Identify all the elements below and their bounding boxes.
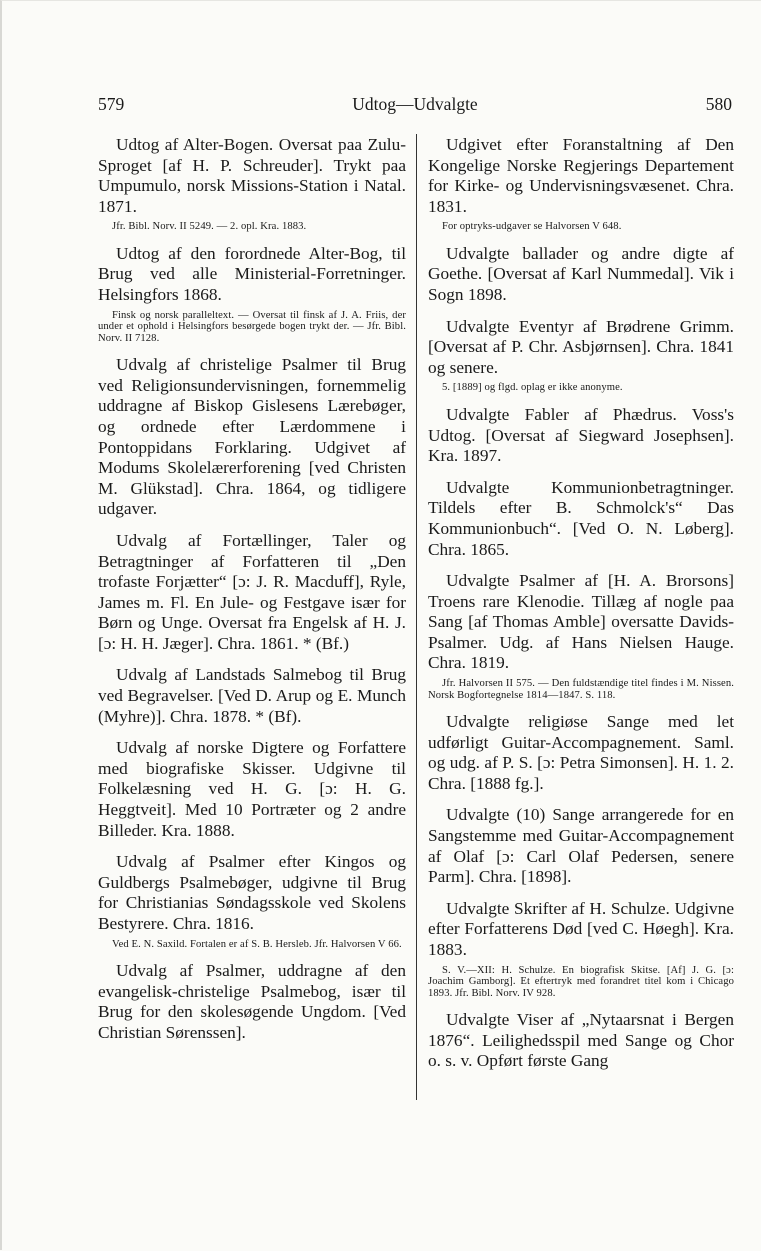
page-header <box>98 94 732 118</box>
entry-text: Udvalg af Psalmer efter Kingos og Guldbergs Psalmebøger, udgivne til Brug for Christianias Søndagsskole ved Skolens Bestyrere. Chra. 1816. <box>98 852 406 933</box>
entry-text: Udtog af den forordnede Alter-Bog, til Brug ved alle Ministerial-Forretninger. Helsingfors 1868. <box>98 243 406 305</box>
bibliography-entry <box>428 805 734 887</box>
bibliography-entry <box>98 738 406 841</box>
entry-text: Udvalgte Viser af „Nytaarsnat i Bergen 1876“. Leilighedsspil med Sange og Chor o. s. v. Opført første Gang <box>428 1010 734 1071</box>
entry-text: Udtog af Alter-Bogen. Oversat paa Zulu-Sproget [af H. P. Schreuder]. Trykt paa Umpumulo, norsk Missions-Station i Natal. 1871. <box>98 135 406 216</box>
entry-note: Jfr. Bibl. Norv. II 5249. — 2. opl. Kra. 1883. <box>112 221 307 233</box>
entry-text: Udvalgte Fabler af Phædrus. Voss's Udtog. [Oversat af Siegward Josephsen]. Kra. 1897. <box>428 404 734 466</box>
bibliography-entry <box>98 665 406 727</box>
entry-note: S. V.—XII: H. Schulze. En biografisk Skitse. [Af] J. G. [ɔ: Joachim Gamborg]. Et eftertryk med forandret titel kom i Chicago 1893. Jfr. Bibl. Norv. IV 928. <box>428 964 734 999</box>
column-divider <box>416 134 417 1100</box>
bibliography-entry <box>98 135 406 233</box>
bibliography-entry <box>98 355 406 520</box>
bibliography-entry <box>428 135 734 233</box>
entry-text: Udvalg af christelige Psalmer til Brug ved Religionsundervisningen, fornemmelig uddragne af Biskop Gislesens Lærebøger, og ordnede efter Lærdommene i Pontoppidans Forklaring. Udgivet af Modums Skolelærerforening [ved Christen M. Glükstad]. Chra. 1864, og tidligere udgaver. <box>98 355 406 519</box>
right-column <box>428 135 734 1083</box>
bibliography-entry <box>98 244 406 344</box>
entry-text: Udvalgte (10) Sange arrangerede for en Sangstemme med Guitar-Accompagnement af Olaf [ɔ: Carl Olaf Pedersen, senere Parm]. Chra. [1898]. <box>428 805 734 887</box>
entry-text: Udvalg af norske Digtere og Forfattere med biografiske Skisser. Udgivne til Folkelæsning ved H. G. [ɔ: H. G. Heggtveit]. Med 10 Portræter og 2 andre Billeder. Kra. 1888. <box>98 738 406 840</box>
page-number-right: 580 <box>705 94 732 114</box>
bibliography-entry <box>98 852 406 950</box>
bibliography-entry <box>428 1010 734 1072</box>
entry-text: Udvalgte Skrifter af H. Schulze. Udgivne efter Forfatterens Død [ved C. Høegh]. Kra. 1883. <box>428 898 734 959</box>
page-number-left: 579 <box>98 94 125 114</box>
running-title: Udtog—Udvalgte <box>352 94 478 114</box>
bibliography-entry <box>428 244 734 306</box>
entry-text: Udvalgte Eventyr af Brødrene Grimm. [Oversat af P. Chr. Asbjørnsen]. Chra. 1841 og senere. <box>428 316 734 377</box>
left-column <box>98 135 406 1054</box>
entry-note: Ved E. N. Saxild. Fortalen er af S. B. Hersleb. Jfr. Halvorsen V 66. <box>112 938 402 950</box>
entry-text: Udvalg af Fortællinger, Taler og Betragtninger af Forfatteren til „Den trofaste Forjætter“ [ɔ: J. R. Macduff], Ryle, James m. Fl. En Jule- og Festgave især for Børn og Unge. Oversat fra Engelsk af H. J. [ɔ: H. H. Jæger]. Chra. 1861. * (Bf.) <box>98 530 406 653</box>
bibliography-entry <box>428 899 734 999</box>
entry-text: Udvalgte ballader og andre digte af Goethe. [Oversat af Karl Nummedal]. Vik i Sogn 1898. <box>428 243 734 305</box>
entry-note: Jfr. Halvorsen II 575. — Den fuldstændige titel findes i M. Nissen. Norsk Bogfortegnelse 1814—1847. S. 118. <box>428 678 734 701</box>
entry-text: Udvalgte religiøse Sange med let udførligt Guitar-Accompagnement. Saml. og udg. af P. S. [ɔ: Petra Simonsen]. H. 1. 2. Chra. [1888 fg.]. <box>428 712 734 793</box>
bibliography-entry <box>428 405 734 467</box>
entry-note: For optryks-udgaver se Halvorsen V 648. <box>442 221 622 233</box>
bibliography-entry <box>428 571 734 701</box>
entry-text: Udvalgte Kommunionbetragtninger. Tildels efter B. Schmolck's“ Das Kommunionbuch“. [Ved O. N. Løberg]. Chra. 1865. <box>428 477 734 559</box>
bibliography-entry <box>428 712 734 794</box>
entry-text: Udvalg af Landstads Salmebog til Brug ved Begravelser. [Ved D. Arup og E. Munch (Myhre)]. Chra. 1878. * (Bf). <box>98 665 406 726</box>
bibliography-entry <box>428 478 734 560</box>
entry-text: Udvalg af Psalmer, uddragne af den evangelisk-christelige Psalmebog, især til Brug for den skolesøgende Ungdom. [Ved Christian Sørenssen]. <box>98 961 406 1042</box>
bibliography-entry <box>428 317 734 394</box>
entry-note: Finsk og norsk paralleltext. — Oversat til finsk af J. A. Friis, der under et ophold i Helsingfors besørgede bogen trykt der. — Jfr. Bibl. Norv. II 7128. <box>98 309 406 344</box>
bibliography-entry <box>98 961 406 1043</box>
bibliography-entry <box>98 531 406 655</box>
entry-text: Udgivet efter Foranstaltning af Den Kongelige Norske Regjerings Departement for Kirke- og Undervisningsvæsenet. Chra. 1831. <box>428 135 734 216</box>
entry-text: Udvalgte Psalmer af [H. A. Brorsons] Troens rare Klenodie. Tillæg af nogle paa Sang [af Thomas Amble] oversatte Davids-Psalmer. Udg. af Hans Nielsen Hauge. Chra. 1819. <box>428 571 734 673</box>
entry-note: 5. [1889] og flgd. oplag er ikke anonyme. <box>442 382 623 394</box>
